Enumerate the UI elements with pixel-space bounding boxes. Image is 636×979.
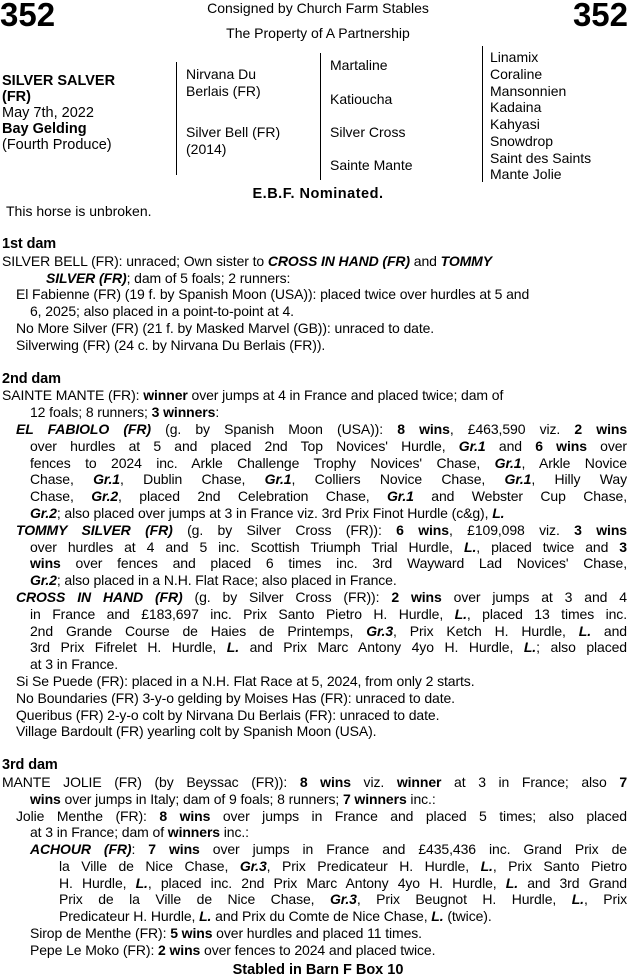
entry-text: over hurdles at 5 and placed 2nd Top Novices' Hurdle, xyxy=(30,437,459,454)
emphasis-text: L. xyxy=(454,605,467,622)
entry-text: Chase, xyxy=(30,471,94,488)
entry-text: Pepe Le Moko (FR): xyxy=(30,941,159,958)
emphasis-text: wins xyxy=(30,790,61,807)
entry-text: 12 foals; 8 runners; xyxy=(30,404,152,421)
pedigree-granddam-sire: Katioucha xyxy=(330,91,393,107)
entry-text: , Prix Beugnot H. Hurdle, xyxy=(356,891,572,908)
emphasis-text: ACHOUR (FR) xyxy=(30,841,132,858)
entry-text: la Ville de Nice Chase, xyxy=(59,857,240,874)
entry-text: and xyxy=(409,252,441,269)
emphasis-text: winner xyxy=(396,773,442,790)
entry-text: Silverwing (FR) (24 c. by Nirvana Du Berlais (FR)). xyxy=(16,336,326,353)
emphasis-text: L. xyxy=(523,639,537,656)
stabling-footer: Stabled in Barn F Box 10 xyxy=(232,962,404,978)
entry-line xyxy=(2,505,627,522)
entry-text: H. Hurdle, xyxy=(59,874,136,891)
lot-number-right: 352 xyxy=(572,0,628,33)
entry-line xyxy=(2,875,627,892)
entry-line xyxy=(2,858,627,875)
horse-produce: (Fourth Produce) xyxy=(2,137,112,153)
emphasis-text: L. xyxy=(571,891,584,908)
entry-line xyxy=(2,707,627,724)
emphasis-text: 3 winners xyxy=(151,404,216,421)
entry-line xyxy=(2,723,627,740)
emphasis-text: 8 wins xyxy=(397,420,450,437)
entry-text: ; also placed over jumps at 3 in France viz. 3rd Prix Finot Hurdle (c&g), xyxy=(56,504,493,521)
emphasis-text: L. xyxy=(492,504,505,521)
entry-line xyxy=(2,471,627,488)
emphasis-text: L. xyxy=(578,622,591,639)
entry-line xyxy=(2,639,627,656)
entry-line xyxy=(2,808,627,825)
entry-text: , Dublin Chase, xyxy=(119,471,265,488)
entry-line xyxy=(2,623,627,640)
emphasis-text: TOMMY xyxy=(440,252,492,269)
horse-foaled: May 7th, 2022 xyxy=(2,105,94,121)
entry-line xyxy=(2,942,627,959)
emphasis-text: L. xyxy=(464,538,477,555)
entry-line xyxy=(2,690,627,707)
entry-line xyxy=(2,589,627,606)
entry-text: , Prix Predicateur H. Hurdle, xyxy=(266,857,481,874)
entry-line xyxy=(2,572,627,589)
emphasis-text: winners xyxy=(167,824,220,841)
pedigree-sire: Nirvana Du Berlais (FR) xyxy=(186,66,261,99)
ebf-nominated: E.B.F. Nominated. xyxy=(252,186,384,202)
entry-line xyxy=(2,606,627,623)
pedigree-granddam-dam: Sainte Mante xyxy=(330,157,413,173)
entry-text: Jolie Menthe (FR): xyxy=(16,807,160,824)
emphasis-text: Gr.1 xyxy=(458,437,486,454)
entry-text: over fences to 2024 and placed twice. xyxy=(200,941,436,958)
entry-text: 2nd Grande Course de Haies de Printemps, xyxy=(30,622,367,639)
entry-text: over fences and placed 6 times inc. 3rd Wayward Lad Novices' Chase, xyxy=(60,555,627,572)
entry-text: , Arkle Novice xyxy=(521,454,627,471)
entry-text: Sirop de Menthe (FR): xyxy=(30,925,171,942)
pedigree-grandsire-sire: Martaline xyxy=(330,57,388,73)
entry-text: , £463,590 viz. xyxy=(449,420,575,437)
emphasis-text: 8 wins xyxy=(159,807,211,824)
entry-text: and xyxy=(591,622,627,639)
entry-text: ; dam of 5 foals; 2 runners: xyxy=(126,269,291,286)
entry-line xyxy=(2,925,627,942)
entry-text: at 3 in France. xyxy=(30,656,118,673)
entry-text: at 3 in France; dam of xyxy=(30,824,168,841)
entry-text: , £109,098 viz. xyxy=(448,521,575,538)
consignor: Consigned by Church Farm Stables xyxy=(207,0,429,16)
emphasis-text: L. xyxy=(199,908,212,925)
entry-text: , Hilly Way xyxy=(531,471,627,488)
entry-text: and Prix du Comte de Nice Chase, xyxy=(211,908,432,925)
emphasis-text: 6 wins xyxy=(396,521,449,538)
entry-line xyxy=(2,455,627,472)
section-2 xyxy=(2,371,627,741)
emphasis-text: Gr.3 xyxy=(239,857,267,874)
entry-line xyxy=(2,438,627,455)
entry-text: over jumps in France and placed 5 times; also placed xyxy=(210,807,627,824)
entry-line xyxy=(2,841,627,858)
lot-number-left: 352 xyxy=(0,0,56,33)
pedigree-grandsire-dam: Silver Cross xyxy=(330,124,406,140)
emphasis-text: 2 wins xyxy=(574,420,627,437)
emphasis-text: 7 winners xyxy=(342,790,407,807)
emphasis-text: L. xyxy=(505,874,519,891)
entry-text: and Webster Cup Chase, xyxy=(413,488,627,505)
emphasis-text: 3 wins xyxy=(574,521,627,538)
emphasis-text: wins xyxy=(30,555,61,572)
catalogue-body xyxy=(2,236,627,959)
entry-line xyxy=(2,673,627,690)
horse-description: Bay Gelding xyxy=(2,121,87,137)
emphasis-text: 8 wins xyxy=(299,773,351,790)
entry-text: fences to 2024 inc. Arkle Challenge Trophy Novices' Chase, xyxy=(30,454,495,471)
emphasis-text: Gr.2 xyxy=(30,504,57,521)
entry-text: , Prix Ketch H. Hurdle, xyxy=(393,622,579,639)
emphasis-text: L. xyxy=(480,857,493,874)
entry-text: Chase, xyxy=(30,488,92,505)
emphasis-text: L. xyxy=(135,874,148,891)
entry-text: in France and £183,697 inc. Prix Santo Pietro H. Hurdle, xyxy=(30,605,455,622)
entry-text: and xyxy=(485,437,536,454)
entry-text: SILVER BELL (FR): unraced; Own sister to xyxy=(2,252,268,269)
entry-text: Village Bardoult (FR) yearling colt by Spanish Moon (USA). xyxy=(16,723,377,740)
emphasis-text: 7 xyxy=(619,773,627,790)
entry-text: over hurdles and placed 11 times. xyxy=(212,925,422,942)
entry-text: (g. by Spanish Moon (USA)): xyxy=(150,420,398,437)
entry-text: , Prix xyxy=(583,891,627,908)
entry-text: , Colliers Novice Chase, xyxy=(291,471,505,488)
entry-text: inc.: xyxy=(406,790,436,807)
emphasis-text: TOMMY SILVER (FR) xyxy=(16,521,173,538)
owner: The Property of A Partnership xyxy=(226,25,410,41)
entry-line xyxy=(2,303,627,320)
entry-text: , placed 2nd Celebration Chase, xyxy=(118,488,388,505)
entry-text: over jumps in France and £435,436 inc. Grand Prix de xyxy=(199,841,627,858)
section-heading: 3rd dam xyxy=(2,757,58,774)
entry-line xyxy=(2,488,627,505)
emphasis-text: Gr.2 xyxy=(30,572,57,589)
entry-line xyxy=(2,286,627,303)
pedigree-dam: Silver Bell (FR) (2014) xyxy=(186,124,281,157)
entry-line xyxy=(2,270,627,287)
entry-text: at 3 in France; also xyxy=(441,773,620,790)
entry-text: MANTE JOLIE (FR) (by Beyssac (FR)): xyxy=(2,773,300,790)
entry-text: Queribus (FR) 2-y-o colt by Nirvana Du Berlais (FR): unraced to date. xyxy=(16,706,440,723)
section-heading: 2nd dam xyxy=(2,370,61,387)
entry-line xyxy=(2,320,627,337)
entry-text: viz. xyxy=(350,773,397,790)
entry-line xyxy=(2,253,627,270)
entry-text: : xyxy=(215,404,220,421)
emphasis-text: 3 xyxy=(619,538,627,555)
pedigree-great-grandparents: Linamix Coraline Mansonnien Kadaina Kahyasi Snowdrop Saint des Saints Mante Jolie xyxy=(490,49,592,183)
emphasis-text: Gr.1 xyxy=(264,471,292,488)
entry-line xyxy=(2,774,627,791)
entry-text: , Prix Santo Pietro xyxy=(492,857,627,874)
entry-text: 6, 2025; also placed in a point-to-point at 4. xyxy=(30,303,294,320)
entry-text: , placed twice and xyxy=(476,538,620,555)
entry-text: over xyxy=(586,437,627,454)
emphasis-text: Gr.1 xyxy=(504,471,532,488)
entry-line xyxy=(2,522,627,539)
emphasis-text: SILVER (FR) xyxy=(46,269,127,286)
entry-line xyxy=(2,656,627,673)
emphasis-text: CROSS IN HAND (FR) xyxy=(16,588,183,605)
emphasis-text: Gr.2 xyxy=(91,488,119,505)
entry-line xyxy=(2,555,627,572)
emphasis-text: 2 wins xyxy=(158,941,201,958)
entry-line xyxy=(2,404,627,421)
entry-text: Si Se Puede (FR): placed in a N.H. Flat Race at 5, 2024, from only 2 starts. xyxy=(16,672,475,689)
emphasis-text: Gr.1 xyxy=(93,471,120,488)
emphasis-text: Gr.1 xyxy=(387,488,414,505)
emphasis-text: EL FABIOLO (FR) xyxy=(16,420,151,437)
entry-text: and 3rd Grand xyxy=(518,874,627,891)
unbroken-note: This horse is unbroken. xyxy=(6,203,152,219)
emphasis-text: 2 wins xyxy=(391,588,442,605)
horse-info xyxy=(2,73,115,153)
emphasis-text: 7 wins xyxy=(148,841,200,858)
section-3 xyxy=(2,757,627,959)
entry-line xyxy=(2,387,627,404)
entry-text: and Prix Marc Antony 4yo H. Hurdle, xyxy=(239,639,524,656)
emphasis-text: L. xyxy=(431,908,444,925)
entry-text: over hurdles at 4 and 5 inc. Scottish Triumph Trial Hurdle, xyxy=(30,538,464,555)
entry-text: (g. by Silver Cross (FR)): xyxy=(172,521,397,538)
entry-text: ; also placed in a N.H. Flat Race; also placed in France. xyxy=(56,572,397,589)
section-1 xyxy=(2,236,627,354)
emphasis-text: Gr.1 xyxy=(494,454,522,471)
entry-line xyxy=(2,908,627,925)
emphasis-text: Gr.3 xyxy=(366,622,394,639)
entry-line xyxy=(2,337,627,354)
emphasis-text: L. xyxy=(226,639,240,656)
entry-text: : xyxy=(131,841,149,858)
entry-text: (g. by Silver Cross (FR)): xyxy=(182,588,392,605)
entry-text: over jumps at 4 in France and placed twice; dam of xyxy=(187,387,504,404)
entry-line xyxy=(2,421,627,438)
emphasis-text: Gr.3 xyxy=(329,891,357,908)
entry-line xyxy=(2,891,627,908)
entry-text: over jumps at 3 and 4 xyxy=(441,588,627,605)
emphasis-text: 6 wins xyxy=(535,437,587,454)
entry-text: El Fabienne (FR) (19 f. by Spanish Moon (USA)): placed twice over hurdles at 5 and xyxy=(16,286,530,303)
entry-line xyxy=(2,791,627,808)
emphasis-text: winner xyxy=(143,387,188,404)
emphasis-text: 5 wins xyxy=(170,925,213,942)
entry-text: 3rd Prix Fifrelet H. Hurdle, xyxy=(30,639,227,656)
entry-line xyxy=(2,824,627,841)
entry-text: Prix de la Ville de Nice Chase, xyxy=(59,891,330,908)
entry-text: , placed 13 times inc. xyxy=(466,605,627,622)
horse-name: SILVER SALVER xyxy=(2,73,116,89)
entry-text: , placed inc. 2nd Prix Marc Antony 4yo H. Hurdle, xyxy=(147,874,506,891)
entry-text: SAINTE MANTE (FR): xyxy=(2,387,144,404)
pedigree-divider-3 xyxy=(482,46,483,182)
entry-text: No Boundaries (FR) 3-y-o gelding by Moises Has (FR): unraced to date. xyxy=(16,689,455,706)
entry-text: inc.: xyxy=(220,824,249,841)
pedigree-divider-1 xyxy=(176,62,177,175)
entry-text: over jumps in Italy; dam of 9 foals; 8 runners; xyxy=(60,790,343,807)
emphasis-text: CROSS IN HAND (FR) xyxy=(267,252,410,269)
entry-line xyxy=(2,539,627,556)
entry-text: ; also placed xyxy=(536,639,627,656)
pedigree-divider-2 xyxy=(320,53,321,180)
entry-text: (twice). xyxy=(443,908,492,925)
horse-country: (FR) xyxy=(2,89,31,105)
section-heading: 1st dam xyxy=(2,236,57,252)
entry-text: Predicateur H. Hurdle, xyxy=(59,908,200,925)
entry-text: No More Silver (FR) (21 f. by Masked Marvel (GB)): unraced to date. xyxy=(16,319,435,336)
